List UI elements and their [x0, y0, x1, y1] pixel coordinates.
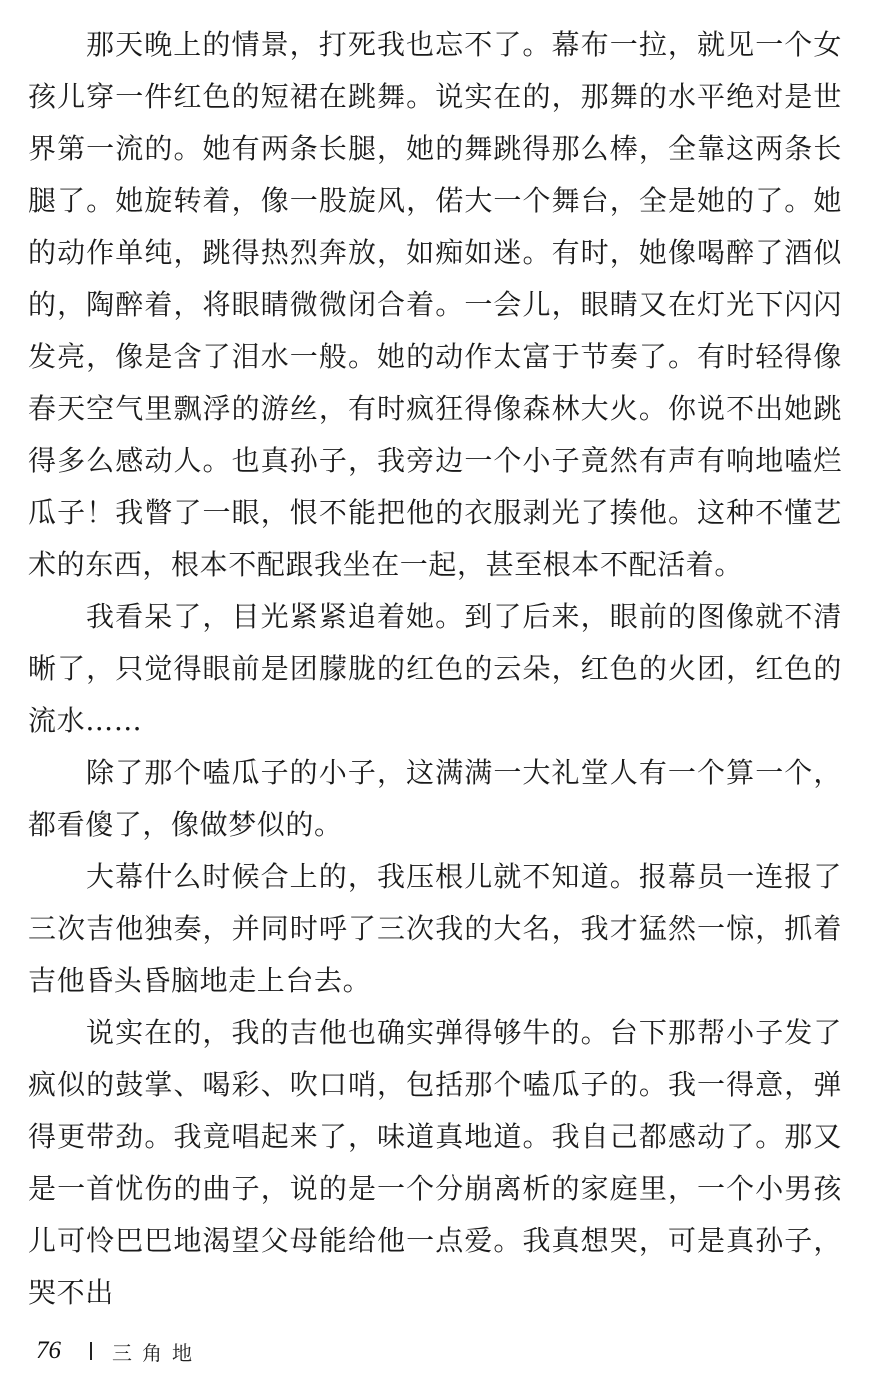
paragraph-2: 我看呆了，目光紧紧追着她。到了后来，眼前的图像就不清晰了，只觉得眼前是团朦胧的红色的云朵，红色的火团，红色的流水…… — [28, 600, 842, 737]
footer-divider — [90, 1342, 92, 1360]
paragraph-1: 那天晚上的情景，打死我也忘不了。幕布一拉，就见一个女孩儿穿一件红色的短裙在跳舞。说实在的，那舞的水平绝对是世界第一流的。她有两条长腿，她的舞跳得那么棒，全靠这两条长腿了。她旋转着，像一股旋风，偌大一个舞台，全是她的了。她的动作单纯，跳得热烈奔放，如痴如迷。有时，她像喝醉了酒似的，陶醉着，将眼睛微微闭合着。一会儿，眼睛又在灯光下闪闪发亮，像是含了泪水一般。她的动作太富于节奏了。有时轻得像春天空气里飘浮的游丝，有时疯狂得像森林大火。你说不出她跳得多么感动人。也真孙子，我旁边一个小子竟然有声有响地嗑烂瓜子！我瞥了一眼，恨不能把他的衣服剥光了揍他。这种不懂艺术的东西，根本不配跟我坐在一起，甚至根本不配活着。 — [28, 28, 842, 581]
section-title: 三角地 — [112, 1340, 202, 1365]
paragraph-4: 大幕什么时候合上的，我压根儿就不知道。报幕员一连报了三次吉他独奏，并同时呼了三次我的大名，我才猛然一惊，抓着吉他昏头昏脑地走上台去。 — [28, 860, 842, 997]
paragraph-3: 除了那个嗑瓜子的小子，这满满一大礼堂人有一个算一个，都看傻了，像做梦似的。 — [28, 756, 842, 841]
paragraph-5: 说实在的，我的吉他也确实弹得够牛的。台下那帮小子发了疯似的鼓掌、喝彩、吹口哨，包括那个嗑瓜子的。我一得意，弹得更带劲。我竟唱起来了，味道真地道。我自己都感动了。那又是一首忧伤的曲子，说的是一个分崩离析的家庭里，一个小男孩儿可怜巴巴地渴望父母能给他一点爱。我真想哭，可是真孙子，哭不出 — [28, 1016, 842, 1309]
page-body — [28, 19, 842, 1319]
page-number: 76 — [36, 1337, 61, 1364]
page-footer — [36, 1333, 202, 1369]
